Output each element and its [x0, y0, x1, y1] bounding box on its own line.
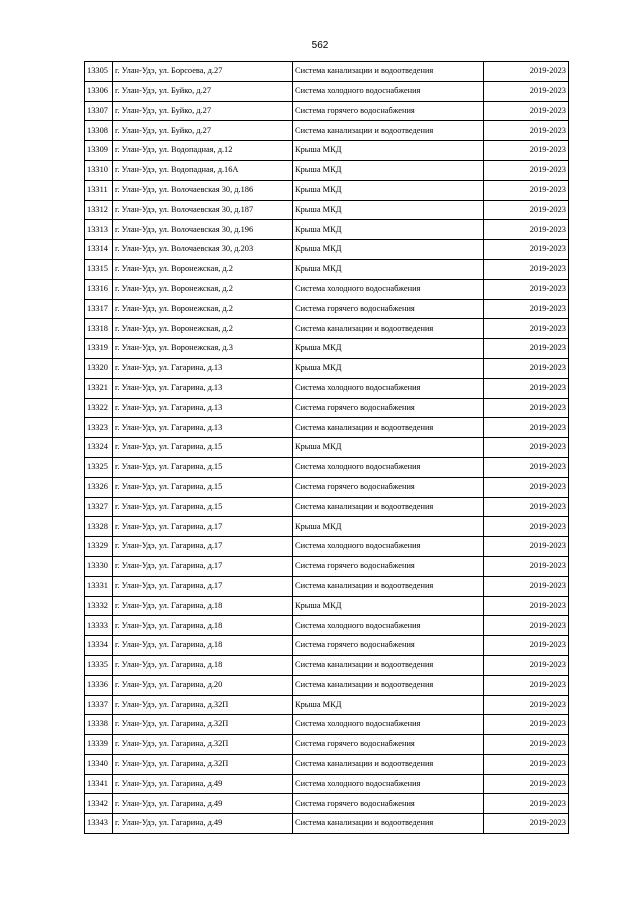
work-type-cell: Система канализации и водоотведения: [293, 754, 484, 774]
table-row: [85, 299, 569, 319]
work-type-cell: Крыша МКД: [293, 259, 484, 279]
table-row: [85, 259, 569, 279]
period-cell: 2019-2023: [484, 576, 569, 596]
row-number-cell: 13326: [85, 477, 113, 497]
table-row: [85, 339, 569, 359]
table-row: [85, 62, 569, 82]
table-row: [85, 754, 569, 774]
row-number-cell: 13342: [85, 794, 113, 814]
work-type-cell: Система холодного водоснабжения: [293, 457, 484, 477]
period-cell: 2019-2023: [484, 299, 569, 319]
table-row: [85, 794, 569, 814]
period-cell: 2019-2023: [484, 101, 569, 121]
table-row: [85, 180, 569, 200]
period-cell: 2019-2023: [484, 636, 569, 656]
work-type-cell: Система канализации и водоотведения: [293, 319, 484, 339]
table-row: [85, 715, 569, 735]
address-cell: г. Улан-Удэ, ул. Волочаевская 30, д.196: [113, 220, 293, 240]
work-type-cell: Система горячего водоснабжения: [293, 398, 484, 418]
work-type-cell: Система канализации и водоотведения: [293, 497, 484, 517]
work-type-cell: Система горячего водоснабжения: [293, 477, 484, 497]
period-cell: 2019-2023: [484, 774, 569, 794]
work-type-cell: Система холодного водоснабжения: [293, 616, 484, 636]
period-cell: 2019-2023: [484, 378, 569, 398]
work-type-cell: Система горячего водоснабжения: [293, 556, 484, 576]
address-cell: г. Улан-Удэ, ул. Гагарина, д.18: [113, 655, 293, 675]
address-cell: г. Улан-Удэ, ул. Гагарина, д.32П: [113, 715, 293, 735]
address-cell: г. Улан-Удэ, ул. Гагарина, д.49: [113, 814, 293, 834]
period-cell: 2019-2023: [484, 695, 569, 715]
address-cell: г. Улан-Удэ, ул. Водопадная, д.12: [113, 141, 293, 161]
table-row: [85, 556, 569, 576]
table-row: [85, 774, 569, 794]
period-cell: 2019-2023: [484, 616, 569, 636]
table-row: [85, 240, 569, 260]
table-row: [85, 141, 569, 161]
table-row: [85, 279, 569, 299]
period-cell: 2019-2023: [484, 141, 569, 161]
period-cell: 2019-2023: [484, 517, 569, 537]
work-type-cell: Система горячего водоснабжения: [293, 299, 484, 319]
period-cell: 2019-2023: [484, 556, 569, 576]
table-row: [85, 438, 569, 458]
period-cell: 2019-2023: [484, 477, 569, 497]
row-number-cell: 13343: [85, 814, 113, 834]
period-cell: 2019-2023: [484, 794, 569, 814]
row-number-cell: 13333: [85, 616, 113, 636]
row-number-cell: 13322: [85, 398, 113, 418]
table-row: [85, 655, 569, 675]
row-number-cell: 13329: [85, 537, 113, 557]
table-row: [85, 101, 569, 121]
address-cell: г. Улан-Удэ, ул. Гагарина, д.17: [113, 576, 293, 596]
period-cell: 2019-2023: [484, 438, 569, 458]
row-number-cell: 13331: [85, 576, 113, 596]
table-row: [85, 121, 569, 141]
row-number-cell: 13330: [85, 556, 113, 576]
table-row: [85, 675, 569, 695]
address-cell: г. Улан-Удэ, ул. Гагарина, д.15: [113, 438, 293, 458]
period-cell: 2019-2023: [484, 200, 569, 220]
table-row: [85, 695, 569, 715]
work-type-cell: Система холодного водоснабжения: [293, 774, 484, 794]
address-cell: г. Улан-Удэ, ул. Гагарина, д.15: [113, 457, 293, 477]
table-row: [85, 398, 569, 418]
period-cell: 2019-2023: [484, 675, 569, 695]
address-cell: г. Улан-Удэ, ул. Гагарина, д.17: [113, 517, 293, 537]
address-cell: г. Улан-Удэ, ул. Гагарина, д.15: [113, 497, 293, 517]
row-number-cell: 13335: [85, 655, 113, 675]
table-row: [85, 457, 569, 477]
table-row: [85, 220, 569, 240]
period-cell: 2019-2023: [484, 240, 569, 260]
table-row: [85, 616, 569, 636]
work-type-cell: Система канализации и водоотведения: [293, 418, 484, 438]
period-cell: 2019-2023: [484, 81, 569, 101]
row-number-cell: 13315: [85, 259, 113, 279]
work-type-cell: Система канализации и водоотведения: [293, 121, 484, 141]
work-type-cell: Крыша МКД: [293, 180, 484, 200]
row-number-cell: 13306: [85, 81, 113, 101]
table-row: [85, 477, 569, 497]
work-type-cell: Крыша МКД: [293, 695, 484, 715]
row-number-cell: 13328: [85, 517, 113, 537]
table-row: [85, 596, 569, 616]
address-cell: г. Улан-Удэ, ул. Волочаевская 30, д.203: [113, 240, 293, 260]
period-cell: 2019-2023: [484, 339, 569, 359]
row-number-cell: 13319: [85, 339, 113, 359]
row-number-cell: 13321: [85, 378, 113, 398]
work-type-cell: Система холодного водоснабжения: [293, 537, 484, 557]
address-cell: г. Улан-Удэ, ул. Буйко, д.27: [113, 81, 293, 101]
address-cell: г. Улан-Удэ, ул. Воронежская, д.2: [113, 279, 293, 299]
address-cell: г. Улан-Удэ, ул. Буйко, д.27: [113, 101, 293, 121]
address-cell: г. Улан-Удэ, ул. Гагарина, д.18: [113, 596, 293, 616]
period-cell: 2019-2023: [484, 735, 569, 755]
table-row: [85, 735, 569, 755]
address-cell: г. Улан-Удэ, ул. Гагарина, д.13: [113, 418, 293, 438]
work-type-cell: Крыша МКД: [293, 517, 484, 537]
row-number-cell: 13338: [85, 715, 113, 735]
address-cell: г. Улан-Удэ, ул. Волочаевская 30, д.187: [113, 200, 293, 220]
address-cell: г. Улан-Удэ, ул. Гагарина, д.17: [113, 537, 293, 557]
work-type-cell: Крыша МКД: [293, 358, 484, 378]
period-cell: 2019-2023: [484, 121, 569, 141]
row-number-cell: 13312: [85, 200, 113, 220]
address-cell: г. Улан-Удэ, ул. Борсоева, д.27: [113, 62, 293, 82]
address-cell: г. Улан-Удэ, ул. Гагарина, д.18: [113, 636, 293, 656]
row-number-cell: 13305: [85, 62, 113, 82]
address-cell: г. Улан-Удэ, ул. Воронежская, д.2: [113, 259, 293, 279]
work-type-cell: Крыша МКД: [293, 240, 484, 260]
period-cell: 2019-2023: [484, 358, 569, 378]
period-cell: 2019-2023: [484, 655, 569, 675]
row-number-cell: 13316: [85, 279, 113, 299]
work-type-cell: Крыша МКД: [293, 220, 484, 240]
address-cell: г. Улан-Удэ, ул. Воронежская, д.2: [113, 319, 293, 339]
work-type-cell: Система холодного водоснабжения: [293, 279, 484, 299]
period-cell: 2019-2023: [484, 537, 569, 557]
address-cell: г. Улан-Удэ, ул. Гагарина, д.18: [113, 616, 293, 636]
table-row: [85, 160, 569, 180]
period-cell: 2019-2023: [484, 715, 569, 735]
row-number-cell: 13334: [85, 636, 113, 656]
row-number-cell: 13324: [85, 438, 113, 458]
period-cell: 2019-2023: [484, 160, 569, 180]
period-cell: 2019-2023: [484, 259, 569, 279]
address-cell: г. Улан-Удэ, ул. Воронежская, д.3: [113, 339, 293, 359]
work-type-cell: Система горячего водоснабжения: [293, 735, 484, 755]
table-row: [85, 636, 569, 656]
address-cell: г. Улан-Удэ, ул. Гагарина, д.32П: [113, 754, 293, 774]
row-number-cell: 13327: [85, 497, 113, 517]
work-type-cell: Система канализации и водоотведения: [293, 62, 484, 82]
row-number-cell: 13336: [85, 675, 113, 695]
table-row: [85, 418, 569, 438]
period-cell: 2019-2023: [484, 220, 569, 240]
row-number-cell: 13310: [85, 160, 113, 180]
address-cell: г. Улан-Удэ, ул. Гагарина, д.13: [113, 358, 293, 378]
work-type-cell: Крыша МКД: [293, 160, 484, 180]
row-number-cell: 13313: [85, 220, 113, 240]
address-cell: г. Улан-Удэ, ул. Гагарина, д.13: [113, 398, 293, 418]
period-cell: 2019-2023: [484, 497, 569, 517]
address-cell: г. Улан-Удэ, ул. Волочаевская 30, д.186: [113, 180, 293, 200]
row-number-cell: 13311: [85, 180, 113, 200]
work-type-cell: Система канализации и водоотведения: [293, 675, 484, 695]
row-number-cell: 13341: [85, 774, 113, 794]
registry-table-body: [85, 62, 569, 834]
period-cell: 2019-2023: [484, 754, 569, 774]
address-cell: г. Улан-Удэ, ул. Гагарина, д.32П: [113, 695, 293, 715]
table-row: [85, 378, 569, 398]
work-type-cell: Крыша МКД: [293, 141, 484, 161]
row-number-cell: 13308: [85, 121, 113, 141]
address-cell: г. Улан-Удэ, ул. Гагарина, д.15: [113, 477, 293, 497]
work-type-cell: Система холодного водоснабжения: [293, 715, 484, 735]
row-number-cell: 13318: [85, 319, 113, 339]
work-type-cell: Система горячего водоснабжения: [293, 636, 484, 656]
row-number-cell: 13339: [85, 735, 113, 755]
period-cell: 2019-2023: [484, 180, 569, 200]
table-row: [85, 497, 569, 517]
period-cell: 2019-2023: [484, 457, 569, 477]
work-type-cell: Крыша МКД: [293, 438, 484, 458]
address-cell: г. Улан-Удэ, ул. Гагарина, д.32П: [113, 735, 293, 755]
table-row: [85, 81, 569, 101]
address-cell: г. Улан-Удэ, ул. Гагарина, д.49: [113, 794, 293, 814]
address-cell: г. Улан-Удэ, ул. Гагарина, д.13: [113, 378, 293, 398]
row-number-cell: 13307: [85, 101, 113, 121]
period-cell: 2019-2023: [484, 319, 569, 339]
work-type-cell: Система канализации и водоотведения: [293, 655, 484, 675]
row-number-cell: 13332: [85, 596, 113, 616]
table-row: [85, 576, 569, 596]
work-type-cell: Система холодного водоснабжения: [293, 378, 484, 398]
address-cell: г. Улан-Удэ, ул. Воронежская, д.2: [113, 299, 293, 319]
table-row: [85, 517, 569, 537]
row-number-cell: 13314: [85, 240, 113, 260]
address-cell: г. Улан-Удэ, ул. Буйко, д.27: [113, 121, 293, 141]
work-type-cell: Система канализации и водоотведения: [293, 576, 484, 596]
row-number-cell: 13320: [85, 358, 113, 378]
period-cell: 2019-2023: [484, 279, 569, 299]
period-cell: 2019-2023: [484, 398, 569, 418]
table-row: [85, 319, 569, 339]
address-cell: г. Улан-Удэ, ул. Гагарина, д.49: [113, 774, 293, 794]
period-cell: 2019-2023: [484, 62, 569, 82]
period-cell: 2019-2023: [484, 596, 569, 616]
address-cell: г. Улан-Удэ, ул. Гагарина, д.20: [113, 675, 293, 695]
period-cell: 2019-2023: [484, 418, 569, 438]
work-type-cell: Система канализации и водоотведения: [293, 814, 484, 834]
work-type-cell: Система горячего водоснабжения: [293, 101, 484, 121]
page-number: 562: [311, 40, 329, 51]
work-type-cell: Крыша МКД: [293, 596, 484, 616]
period-cell: 2019-2023: [484, 814, 569, 834]
work-type-cell: Крыша МКД: [293, 339, 484, 359]
registry-table: [84, 61, 569, 834]
address-cell: г. Улан-Удэ, ул. Гагарина, д.17: [113, 556, 293, 576]
table-row: [85, 358, 569, 378]
work-type-cell: Система горячего водоснабжения: [293, 794, 484, 814]
table-row: [85, 200, 569, 220]
row-number-cell: 13325: [85, 457, 113, 477]
work-type-cell: Крыша МКД: [293, 200, 484, 220]
row-number-cell: 13309: [85, 141, 113, 161]
table-row: [85, 814, 569, 834]
address-cell: г. Улан-Удэ, ул. Водопадная, д.16А: [113, 160, 293, 180]
row-number-cell: 13337: [85, 695, 113, 715]
row-number-cell: 13340: [85, 754, 113, 774]
row-number-cell: 13317: [85, 299, 113, 319]
row-number-cell: 13323: [85, 418, 113, 438]
table-row: [85, 537, 569, 557]
work-type-cell: Система холодного водоснабжения: [293, 81, 484, 101]
